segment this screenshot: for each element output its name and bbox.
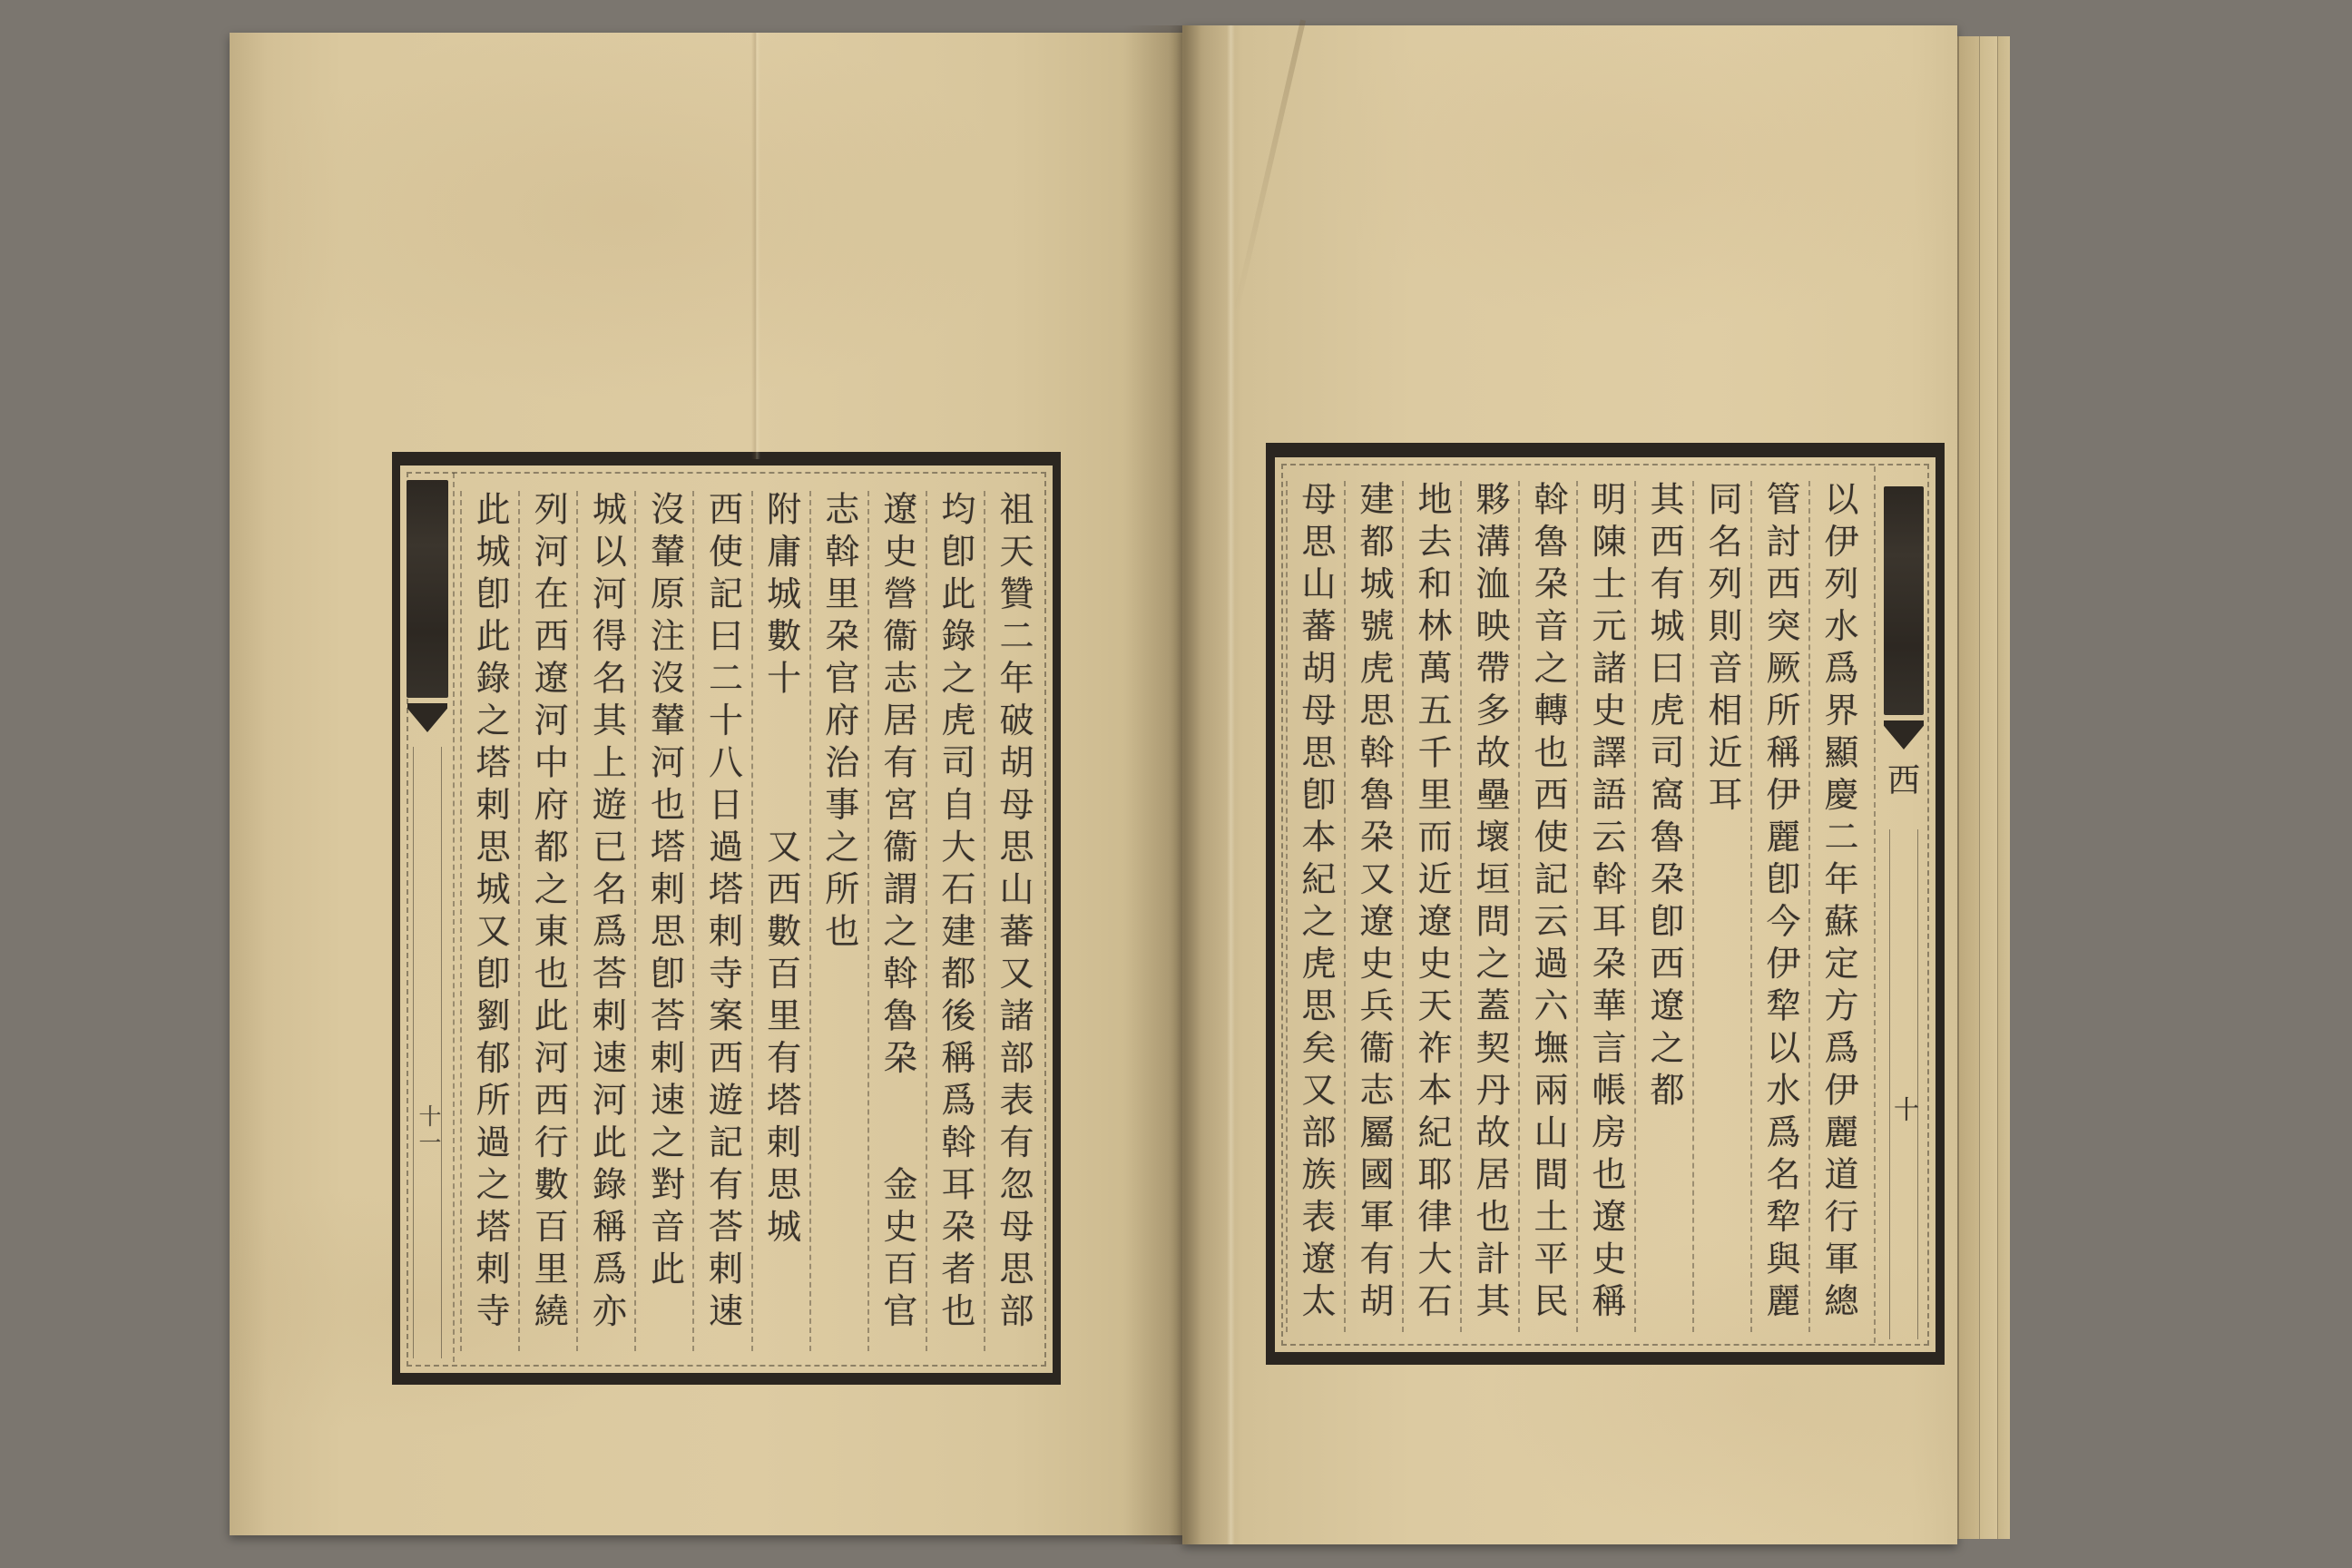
left-page-columns [460,491,1042,1351]
page-edge [1997,36,2010,1539]
left-page-text-frame [392,452,1061,1385]
text-column [984,491,1042,1351]
text-column [1634,481,1692,1332]
text-column [634,491,692,1351]
text-column [1808,481,1867,1332]
text-segment: 均卽此錄之虎司自大石建都後稱爲斡耳朶者也 [935,491,974,1335]
text-column [518,491,576,1351]
fishtail-ornament-icon [1884,720,1924,750]
text-segment: 建都城號虎思斡魯朶又遼史兵衞志屬國軍有胡 [1354,481,1392,1325]
text-column [1402,481,1460,1332]
page-edge [1957,36,1979,1539]
text-segment: 母思山蕃胡母思卽本紀之虎思矣又部族表遼太 [1296,481,1334,1325]
text-segment: 志斡里朶官府治事之所也 [818,491,858,956]
text-segment: 斡魯朶音之轉也西使記云過六墲兩山間土平民 [1528,481,1566,1325]
text-segment: 其西有城曰虎司窩魯朶卽西遼之都 [1644,481,1682,1114]
leaf-number: 十 [1890,1096,1918,1125]
text-column [1692,481,1750,1332]
text-column [576,491,634,1351]
text-column [1460,481,1518,1332]
text-segment: 此城卽此錄之塔剌思城又卽劉郁所過之塔剌寺 [470,491,509,1335]
text-segment: 列河在西遼河中府都之東也此河西行數百里繞 [528,491,567,1335]
text-segment: 管討西突厥所稱伊麗卽今伊犂以水爲名犂與麗 [1760,481,1798,1325]
right-page-banxin [1874,466,1932,1343]
text-column [867,491,926,1351]
text-segment: 西使記曰二十八日過塔剌寺案西遊記有荅剌速 [702,491,741,1335]
banxin-black-bar [1884,486,1924,715]
banxin-rails [413,747,442,1358]
right-page [1182,25,1957,1544]
text-column [751,491,809,1351]
text-segment: 沒輦原注沒輦河也塔剌思卽荅剌速之對音此 [644,491,683,1293]
text-column [1344,481,1402,1332]
text-segment: 城以河得名其上遊已名爲荅剌速河此錄稱爲亦 [586,491,625,1335]
text-segment: 地去和林萬五千里而近遼史天祚本紀耶律大石 [1412,481,1450,1325]
page-edge-stack [1957,36,2010,1539]
text-segment: 遼史營衞志居有宮衞謂之斡魯朶 [877,491,916,1082]
banxin-black-bar [407,480,448,698]
fishtail-ornament-icon [407,703,447,732]
text-column [692,491,750,1351]
text-column [1576,481,1634,1332]
left-page [230,33,1182,1535]
left-page-banxin [402,473,455,1362]
text-segment: 附庸城數十 [760,491,799,702]
text-segment: 又西數百里有塔剌思城 [760,828,799,1250]
right-page-columns [1286,481,1867,1332]
page-edge [1979,36,1997,1539]
text-segment: 明陳士元諸史譯語云斡耳朶華言帳房也遼史稱 [1586,481,1624,1325]
leaf-number: 十一 [416,1104,440,1157]
text-column [1518,481,1576,1332]
text-column [809,491,867,1351]
text-column [1750,481,1808,1332]
text-segment: 以伊列水爲界顯慶二年蘇定方爲伊麗道行軍總 [1818,481,1857,1325]
text-segment: 祖天贊二年破胡母思山蕃又諸部表有忽母思部 [994,491,1032,1335]
chapter-label: 西 [1886,762,1920,799]
text-segment: 金史百官 [877,1166,916,1335]
banxin-rails [1889,829,1918,1339]
right-page-text-frame [1266,443,1945,1365]
text-segment: 同名列則音相近耳 [1702,481,1740,818]
text-column [460,491,518,1351]
text-segment: 夥溝洫映帶多故壘壞垣問之蓋契丹故居也計其 [1470,481,1508,1325]
text-column [926,491,984,1351]
text-column [1286,481,1344,1332]
